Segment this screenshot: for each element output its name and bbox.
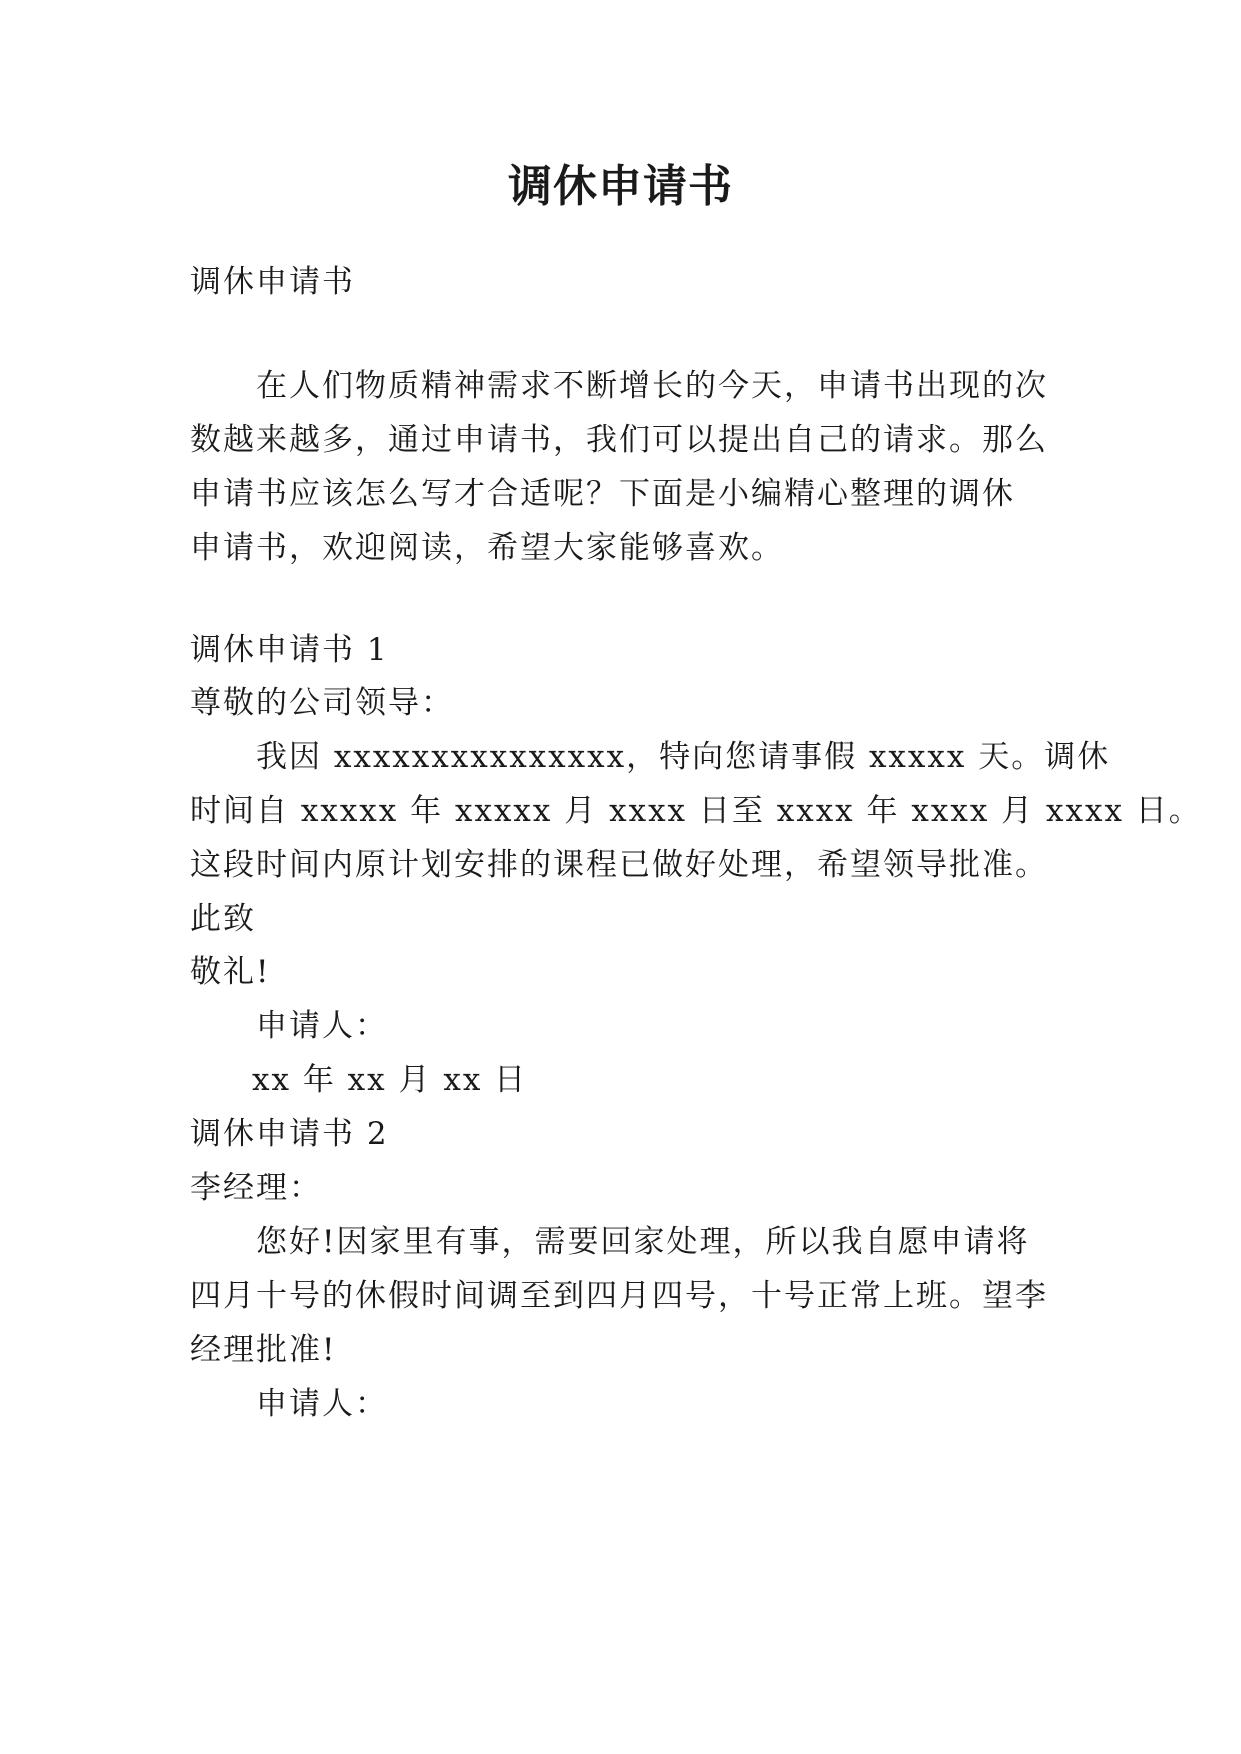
intro-line-1: 在人们物质精神需求不断增长的今天，申请书出现的次 <box>256 368 1048 404</box>
salutation-2: 李经理： <box>190 1170 322 1206</box>
intro-line-2: 数越来越多，通过申请书，我们可以提出自己的请求。那么 <box>190 422 1048 458</box>
section-heading-1: 调休申请书 1 <box>190 632 389 668</box>
document-title: 调休申请书 <box>508 161 733 212</box>
intro-line-3: 申请书应该怎么写才合适呢？下面是小编精心整理的调休 <box>190 476 1015 512</box>
applicant-label-2: 申请人： <box>256 1386 388 1422</box>
intro-line-4: 申请书，欢迎阅读，希望大家能够喜欢。 <box>190 530 784 566</box>
subtitle-line: 调休申请书 <box>190 264 355 300</box>
letter1-line-1: 我因 xxxxxxxxxxxxxxx，特向您请事假 xxxxx 天。调休 <box>256 739 1111 775</box>
closing-cizhi: 此致 <box>190 901 256 937</box>
letter2-line-1: 您好!因家里有事，需要回家处理，所以我自愿申请将 <box>256 1224 1030 1260</box>
date-line-1: xx 年 xx 月 xx 日 <box>252 1062 528 1098</box>
section-heading-2: 调休申请书 2 <box>190 1116 389 1152</box>
letter2-line-2: 四月十号的休假时间调至到四月四号，十号正常上班。望李 <box>190 1278 1048 1314</box>
salutation-1: 尊敬的公司领导： <box>190 685 454 721</box>
letter1-line-2: 时间自 xxxxx 年 xxxxx 月 xxxx 日至 xxxx 年 xxxx 月 xxxx 日。 <box>190 793 1202 829</box>
letter2-line-3: 经理批准! <box>190 1332 337 1368</box>
letter1-line-3: 这段时间内原计划安排的课程已做好处理，希望领导批准。 <box>190 847 1048 883</box>
applicant-label-1: 申请人： <box>256 1008 388 1044</box>
closing-jingli: 敬礼! <box>190 954 271 990</box>
